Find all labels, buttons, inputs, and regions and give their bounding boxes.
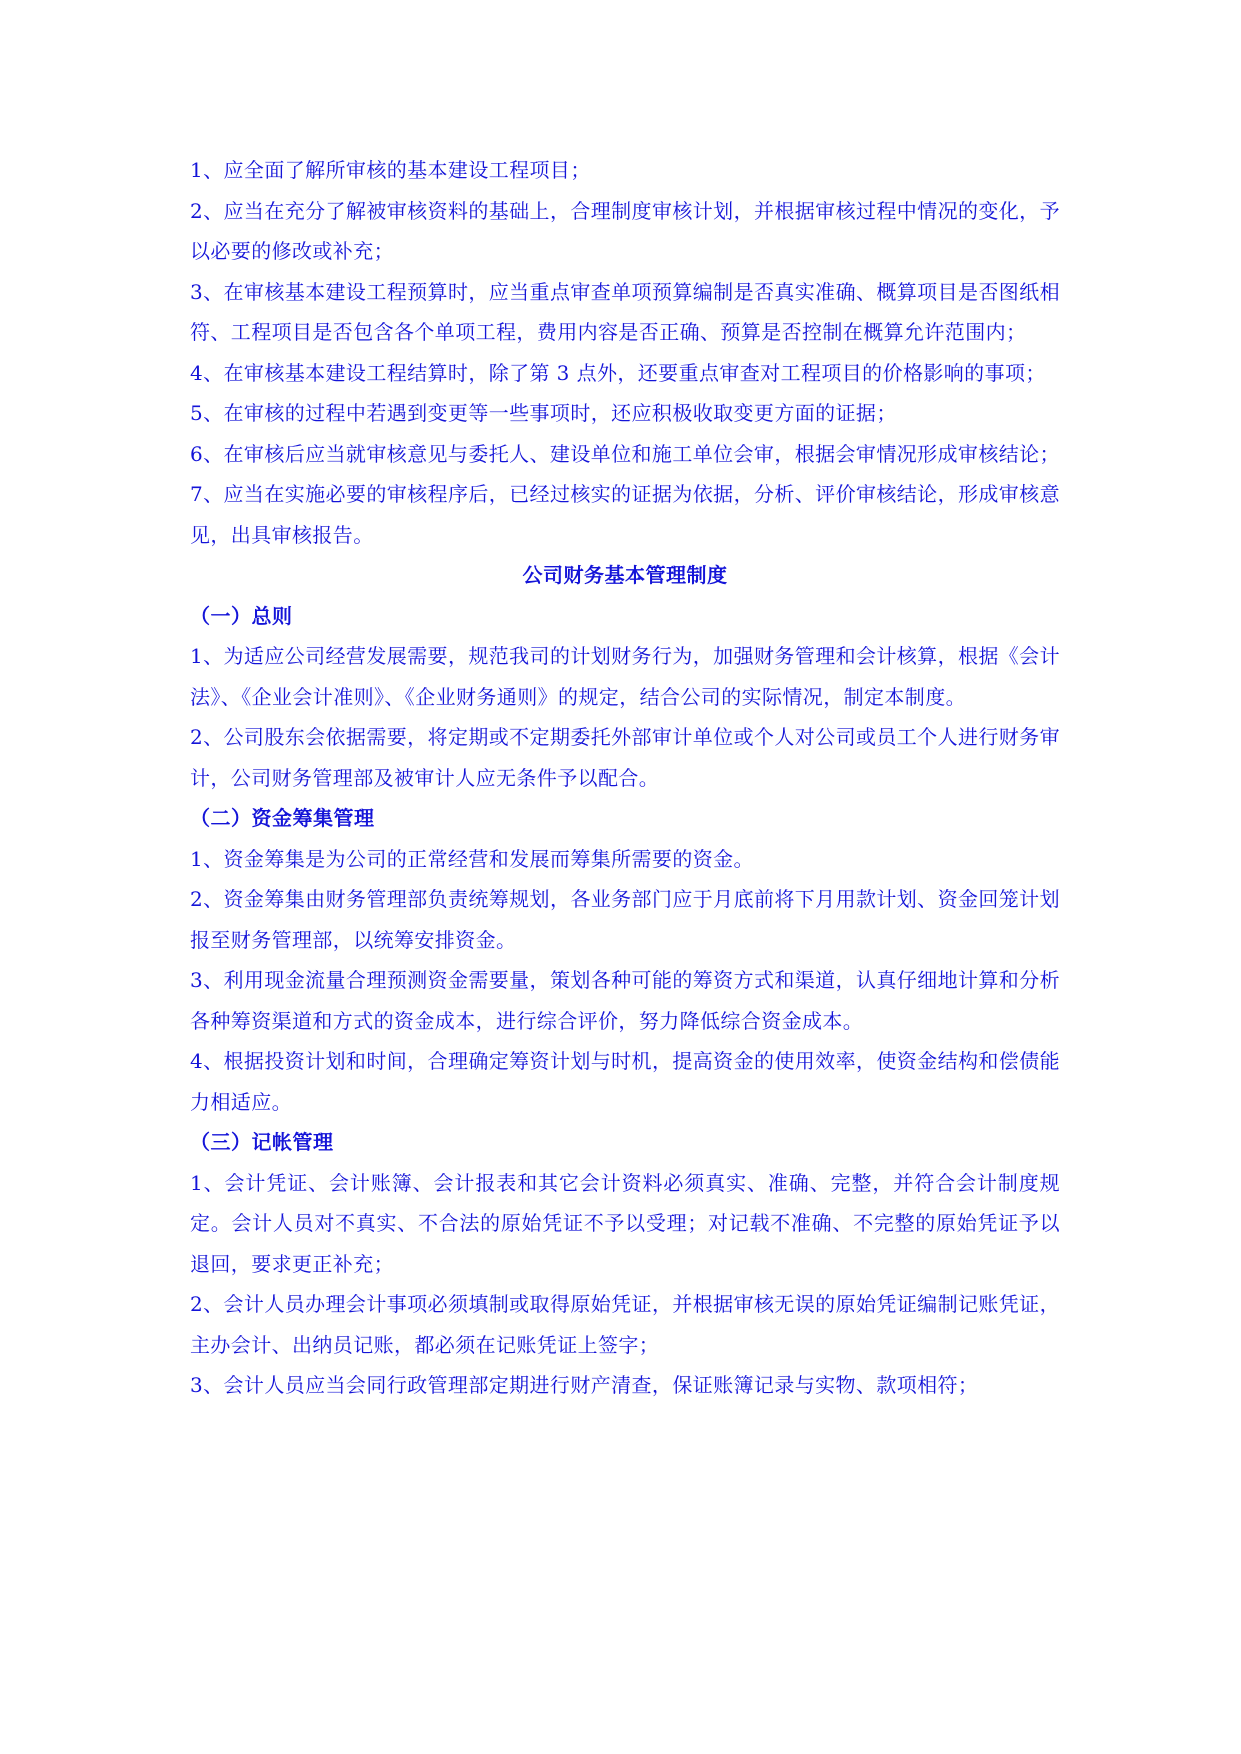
intro-item-5: 5、在审核的过程中若遇到变更等一些事项时，还应积极收取变更方面的证据；	[190, 401, 897, 425]
intro-item-4: 4、在审核基本建设工程结算时，除了第 3 点外，还要重点审查对工程项目的价格影响的事项；	[190, 360, 1046, 385]
intro-item-2: 2、应当在充分了解被审核资料的基础上，合理制度审核计划，并根据审核过程中情况的变化，予以必要的修改或补充；	[190, 198, 1060, 263]
fund-raising-item-1: 1、资金筹集是为公司的正常经营和发展而筹集所需要的资金。	[190, 846, 754, 871]
document-title: 公司财务基本管理制度	[522, 563, 728, 587]
general-item-1: 1、为适应公司经营发展需要，规范我司的计划财务行为，加强财务管理和会计核算，根据《会计法》、《企业会计准则》、《企业财务通则》的规定，结合公司的实际情况，制定本制度。	[190, 644, 1060, 709]
section-heading-general: （一）总则	[190, 603, 293, 628]
bookkeeping-item-2: 2、会计人员办理会计事项必须填制或取得原始凭证，并根据审核无误的原始凭证编制记账凭证，主办会计、出纳员记账，都必须在记账凭证上签字；	[190, 1292, 1060, 1357]
section-heading-fund-raising: （二）资金筹集管理	[190, 806, 375, 830]
fund-raising-item-3: 3、利用现金流量合理预测资金需要量，策划各种可能的筹资方式和渠道，认真仔细地计算和分析各种筹资渠道和方式的资金成本，进行综合评价，努力降低综合资金成本。	[190, 968, 1060, 1033]
intro-item-1: 1、应全面了解所审核的基本建设工程项目；	[190, 158, 591, 182]
document-page	[190, 150, 1060, 1406]
general-item-2: 2、公司股东会依据需要，将定期或不定期委托外部审计单位或个人对公司或员工个人进行财务审计，公司财务管理部及被审计人应无条件予以配合。	[190, 725, 1060, 790]
fund-raising-item-2: 2、资金筹集由财务管理部负责统筹规划，各业务部门应于月底前将下月用款计划、资金回笼计划报至财务管理部，以统筹安排资金。	[190, 887, 1060, 952]
section-heading-bookkeeping: （三）记帐管理	[190, 1130, 334, 1154]
fund-raising-item-4: 4、根据投资计划和时间，合理确定筹资计划与时机，提高资金的使用效率，使资金结构和偿债能力相适应。	[190, 1049, 1060, 1114]
intro-item-3: 3、在审核基本建设工程预算时，应当重点审查单项预算编制是否真实准确、概算项目是否图纸相符、工程项目是否包含各个单项工程，费用内容是否正确、预算是否控制在概算允许范围内；	[190, 279, 1060, 344]
intro-item-6: 6、在审核后应当就审核意见与委托人、建设单位和施工单位会审，根据会审情况形成审核结论；	[190, 441, 1060, 466]
intro-item-7: 7、应当在实施必要的审核程序后，已经过核实的证据为依据，分析、评价审核结论，形成审核意见，出具审核报告。	[190, 482, 1060, 547]
bookkeeping-item-1: 1、会计凭证、会计账簿、会计报表和其它会计资料必须真实、准确、完整，并符合会计制度规定。会计人员对不真实、不合法的原始凭证不予以受理；对记载不准确、不完整的原始凭证予以退回，要求更正补充；	[190, 1170, 1060, 1276]
bookkeeping-item-3: 3、会计人员应当会同行政管理部定期进行财产清查，保证账簿记录与实物、款项相符；	[190, 1373, 979, 1397]
